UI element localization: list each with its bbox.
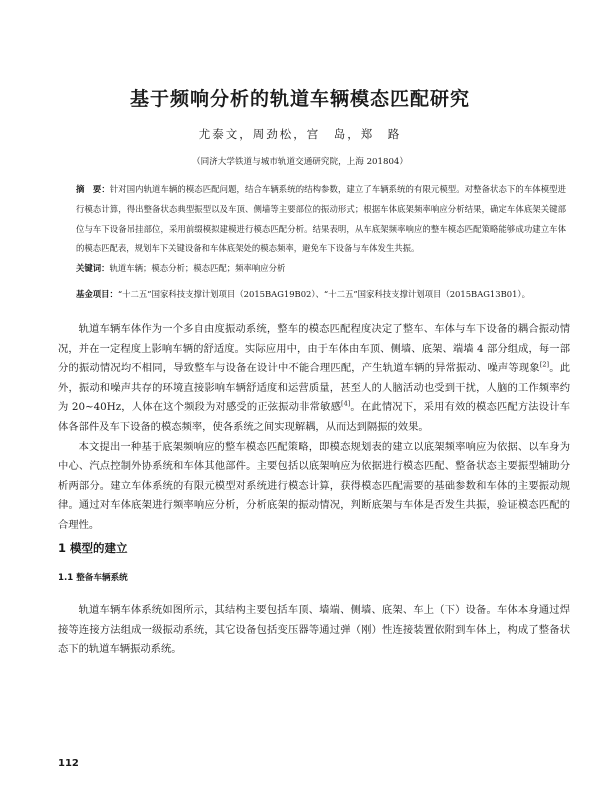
intro-p1-part-b: 。此外，振动和噪声共存的环境直接影响车辆舒适度和运营质量，甚至人的人脑活动也受到干扰，人脑的工作频率约为 20~40Hz，人体在这个频段为对感受的正弦振动非常敏感 xyxy=(58,362,571,414)
abstract-text: 针对国内轨道车辆的模态匹配问题，结合车辆系统的结构参数，建立了车辆系统的有限元模型。对整备状态下的车体模型进行模态计算，得出整备状态典型振型以及车顶、侧墙等主要部位的振动形式；根据车体底架频率响应分析结果，确定车体底架关键部位与车下设备吊挂部位，采用前缀模拟建模进行模态匹配分析。结果表明，从车底架频率响应的整车模态匹配策略能够成功建立车体的模态匹配表，规划车下关键设备和车体底架处的模态频率，避免车下设备与车体发生共振。 xyxy=(76,184,567,254)
paper-title: 基于频响分析的轨道车辆模态匹配研究 xyxy=(129,88,470,110)
funding-text: “十二五”国家科技支撑计划项目（2015BAG19B02）、“十二五”国家科技支撑计划项目（2015BAG13B01）。 xyxy=(117,289,530,299)
keywords-label: 关键词： xyxy=(76,263,110,273)
section-heading-1: 1 模型的建立 xyxy=(58,541,128,555)
section-1-1-body xyxy=(58,601,570,660)
keywords xyxy=(76,261,566,275)
paper-authors: 尤泰文，周劲松，宫 岛，郑 路 xyxy=(198,127,402,141)
keywords-text: 轨道车辆；模态分析；模态匹配；频率响应分析 xyxy=(109,263,286,273)
abstract-label: 摘 要： xyxy=(76,184,110,194)
funding xyxy=(76,287,576,301)
subsection-heading-1-1: 1.1 整备车辆系统 xyxy=(58,573,128,583)
intro-p1-part-c: 。在此情况下，采用有效的模态匹配方法设计车体各部件及车下设备的模态频率，使各系统之间实现解耦，从而达到隔振的效果。 xyxy=(58,401,570,433)
abstract xyxy=(76,180,566,259)
intro-paragraph-1 xyxy=(58,320,570,438)
introduction xyxy=(58,320,570,536)
citation-4: [4] xyxy=(341,399,351,408)
page-number: 112 xyxy=(58,758,79,769)
section-1-1-paragraph: 轨道车辆车体系统如图所示，其结构主要包括车顶、墙端、侧墙、底架、车上（下）设备。车体本身通过焊接等连接方法组成一级振动系统，其它设备包括变压器等通过弹（刚）性连接装置依附到车体上，构成了整备状态下的轨道车辆振动系统。 xyxy=(58,604,570,656)
citation-2: [2] xyxy=(539,360,550,369)
paper-affiliation: （同济大学铁道与城市轨道交通研究院，上海 201804） xyxy=(191,157,408,167)
intro-p1-part-a: 轨道车辆车体作为一个多自由度振动系统，整车的模态匹配程度决定了整车、车体与车下设备的耦合振动情况，并在一定程度上影响车辆的舒适度。实际应用中，由于车体由车顶、侧墙、底架、端墙 4 部分组成，每一部分的振动情况均不相同，导致整车与设备在设计中不能合理匹配，产生轨道车辆的异常振动、噪声等现象 xyxy=(58,323,570,375)
intro-paragraph-2: 本文提出一种基于底架频响应的整车模态匹配策略，即模态规划表的建立以底架频率响应为依据、以车身为中心、汽点控制外协系统和车体其他部件。主要包括以底架响应为依据进行模态匹配、整备状态主要振型辅助分析两部分。建立车体系统的有限元模型对系统进行模态计算，获得模态匹配需要的基础参数和车体的主要振动规律。通过对车体底架进行频率响应分析，分析底架的振动情况，判断底架与车体是否发生共振，验证模态匹配的合理性。 xyxy=(58,440,570,531)
funding-label: 基金项目： xyxy=(76,289,118,299)
